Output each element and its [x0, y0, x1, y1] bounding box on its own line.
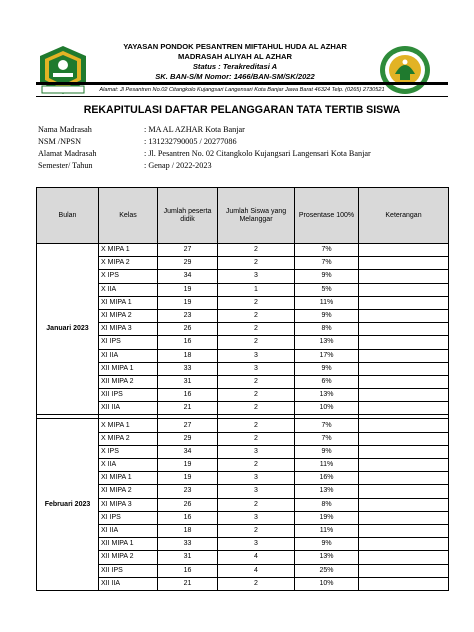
info-value: : Genap / 2022-2023	[144, 161, 212, 170]
table-row	[37, 577, 449, 590]
notes-cell	[359, 362, 449, 375]
info-label: Nama Madrasah	[38, 125, 92, 134]
class-cell: X MIPA 2	[99, 432, 158, 445]
percentage-cell: 10%	[295, 402, 359, 415]
class-cell: XI IPS	[99, 511, 158, 524]
percentage-cell: 7%	[295, 432, 359, 445]
class-cell: XII MIPA 2	[99, 551, 158, 564]
notes-cell	[359, 577, 449, 590]
percentage-cell: 9%	[295, 538, 359, 551]
class-cell: XI MIPA 3	[99, 323, 158, 336]
table-row	[37, 485, 449, 498]
student-count-cell: 34	[158, 270, 218, 283]
notes-cell	[359, 485, 449, 498]
violator-count-cell: 3	[218, 270, 295, 283]
student-count-cell: 21	[158, 402, 218, 415]
class-cell: X IPS	[99, 270, 158, 283]
document-title: REKAPITULASI DAFTAR PELANGGARAN TATA TERTIB SISWA	[83, 104, 401, 116]
notes-cell	[359, 375, 449, 388]
student-count-cell: 19	[158, 283, 218, 296]
violator-count-cell: 2	[218, 244, 295, 257]
student-count-cell: 29	[158, 257, 218, 270]
percentage-cell: 9%	[295, 362, 359, 375]
student-count-cell: 31	[158, 375, 218, 388]
percentage-cell: 19%	[295, 511, 359, 524]
class-cell: X IIA	[99, 459, 158, 472]
violator-count-cell: 2	[218, 323, 295, 336]
notes-cell	[359, 524, 449, 537]
info-row	[38, 148, 448, 160]
school-info-block	[38, 124, 448, 172]
student-count-cell: 33	[158, 362, 218, 375]
table-header-row	[37, 188, 449, 244]
notes-cell	[359, 270, 449, 283]
table-row	[37, 432, 449, 445]
percentage-cell: 7%	[295, 419, 359, 432]
table-row	[37, 309, 449, 322]
violator-count-cell: 3	[218, 485, 295, 498]
student-count-cell: 16	[158, 389, 218, 402]
class-cell: X MIPA 1	[99, 419, 158, 432]
violator-count-cell: 2	[218, 389, 295, 402]
table-row	[37, 511, 449, 524]
info-row	[38, 124, 448, 136]
table-row	[37, 498, 449, 511]
percentage-cell: 25%	[295, 564, 359, 577]
percentage-cell: 11%	[295, 524, 359, 537]
violator-count-cell: 2	[218, 577, 295, 590]
table-row	[37, 419, 449, 432]
student-count-cell: 18	[158, 349, 218, 362]
student-count-cell: 27	[158, 419, 218, 432]
student-count-cell: 16	[158, 336, 218, 349]
violator-count-cell: 1	[218, 283, 295, 296]
notes-cell	[359, 389, 449, 402]
class-cell: XII IIA	[99, 577, 158, 590]
percentage-cell: 11%	[295, 296, 359, 309]
table-row	[37, 402, 449, 415]
info-value: : Jl. Pesantren No. 02 Citangkolo Kujangsari Langensari Kota Banjar	[144, 149, 371, 158]
violator-count-cell: 3	[218, 511, 295, 524]
table-row	[37, 375, 449, 388]
notes-cell	[359, 419, 449, 432]
table-row	[37, 389, 449, 402]
table-row	[37, 296, 449, 309]
class-cell: XI MIPA 2	[99, 485, 158, 498]
percentage-cell: 9%	[295, 445, 359, 458]
info-value: : MA AL AZHAR Kota Banjar	[144, 125, 245, 134]
table-row	[37, 362, 449, 375]
school-name: MADRASAH ALIYAH AL AZHAR	[178, 52, 292, 61]
class-cell: XII MIPA 1	[99, 362, 158, 375]
info-label: Semester/ Tahun	[38, 161, 93, 170]
percentage-cell: 9%	[295, 270, 359, 283]
percentage-cell: 17%	[295, 349, 359, 362]
info-row	[38, 160, 448, 172]
student-count-cell: 31	[158, 551, 218, 564]
notes-cell	[359, 296, 449, 309]
notes-cell	[359, 472, 449, 485]
accreditation-decree: SK. BAN-S/M Nomor: 1466/BAN-SM/SK/2022	[155, 72, 315, 81]
percentage-cell: 9%	[295, 309, 359, 322]
student-count-cell: 29	[158, 432, 218, 445]
table-row	[37, 323, 449, 336]
violator-count-cell: 2	[218, 459, 295, 472]
percentage-cell: 13%	[295, 336, 359, 349]
student-count-cell: 23	[158, 309, 218, 322]
class-cell: XII IPS	[99, 564, 158, 577]
column-header-month: Bulan	[37, 188, 99, 244]
notes-cell	[359, 309, 449, 322]
violator-count-cell: 2	[218, 309, 295, 322]
notes-cell	[359, 538, 449, 551]
table-row	[37, 524, 449, 537]
violator-count-cell: 3	[218, 538, 295, 551]
notes-cell	[359, 283, 449, 296]
notes-cell	[359, 511, 449, 524]
table-row	[37, 472, 449, 485]
notes-cell	[359, 459, 449, 472]
table-row	[37, 551, 449, 564]
student-count-cell: 23	[158, 485, 218, 498]
table-row	[37, 459, 449, 472]
violator-count-cell: 2	[218, 419, 295, 432]
percentage-cell: 7%	[295, 257, 359, 270]
column-header-student-count: Jumlah peserta didik	[158, 188, 218, 244]
info-label: NSM /NPSN	[38, 137, 82, 146]
violator-count-cell: 2	[218, 402, 295, 415]
table-row	[37, 564, 449, 577]
class-cell: XI MIPA 1	[99, 472, 158, 485]
class-cell: XII IIA	[99, 402, 158, 415]
notes-cell	[359, 432, 449, 445]
notes-cell	[359, 349, 449, 362]
violation-recap-table-container	[36, 187, 448, 591]
violator-count-cell: 3	[218, 445, 295, 458]
class-cell: X IIA	[99, 283, 158, 296]
percentage-cell: 16%	[295, 472, 359, 485]
info-value: : 131232790005 / 20277086	[144, 137, 237, 146]
student-count-cell: 26	[158, 323, 218, 336]
student-count-cell: 18	[158, 524, 218, 537]
notes-cell	[359, 445, 449, 458]
percentage-cell: 13%	[295, 485, 359, 498]
student-count-cell: 34	[158, 445, 218, 458]
foundation-name: YAYASAN PONDOK PESANTREN MIFTAHUL HUDA AL AZHAR	[123, 42, 347, 51]
column-header-class: Kelas	[99, 188, 158, 244]
table-row	[37, 257, 449, 270]
month-cell: Februari 2023	[37, 419, 99, 590]
info-label: Alamat Madrasah	[38, 149, 97, 158]
student-count-cell: 16	[158, 564, 218, 577]
notes-cell	[359, 402, 449, 415]
table-row	[37, 244, 449, 257]
violator-count-cell: 2	[218, 498, 295, 511]
class-cell: XII MIPA 2	[99, 375, 158, 388]
percentage-cell: 13%	[295, 389, 359, 402]
class-cell: XII IPS	[99, 389, 158, 402]
notes-cell	[359, 336, 449, 349]
table-row	[37, 349, 449, 362]
violation-recap-table	[36, 187, 449, 591]
student-count-cell: 26	[158, 498, 218, 511]
percentage-cell: 7%	[295, 244, 359, 257]
table-row	[37, 538, 449, 551]
accreditation-status: Status : Terakreditasi A	[192, 62, 278, 71]
table-row	[37, 270, 449, 283]
class-cell: XI IPS	[99, 336, 158, 349]
notes-cell	[359, 244, 449, 257]
student-count-cell: 33	[158, 538, 218, 551]
column-header-notes: Keterangan	[359, 188, 449, 244]
violator-count-cell: 2	[218, 336, 295, 349]
violator-count-cell: 3	[218, 349, 295, 362]
notes-cell	[359, 551, 449, 564]
class-cell: X IPS	[99, 445, 158, 458]
table-row	[37, 336, 449, 349]
violator-count-cell: 3	[218, 362, 295, 375]
violator-count-cell: 3	[218, 472, 295, 485]
violator-count-cell: 2	[218, 524, 295, 537]
percentage-cell: 5%	[295, 283, 359, 296]
class-cell: XI IIA	[99, 349, 158, 362]
notes-cell	[359, 257, 449, 270]
table-body	[37, 244, 449, 591]
class-cell: XI MIPA 1	[99, 296, 158, 309]
class-cell: XI MIPA 2	[99, 309, 158, 322]
violator-count-cell: 4	[218, 551, 295, 564]
violator-count-cell: 2	[218, 257, 295, 270]
student-count-cell: 19	[158, 472, 218, 485]
class-cell: XI MIPA 3	[99, 498, 158, 511]
column-header-percentage: Prosentase 100%	[295, 188, 359, 244]
class-cell: X MIPA 2	[99, 257, 158, 270]
percentage-cell: 8%	[295, 498, 359, 511]
student-count-cell: 27	[158, 244, 218, 257]
letterhead-rule-thin	[36, 96, 448, 97]
student-count-cell: 21	[158, 577, 218, 590]
notes-cell	[359, 498, 449, 511]
percentage-cell: 10%	[295, 577, 359, 590]
student-count-cell: 19	[158, 296, 218, 309]
percentage-cell: 11%	[295, 459, 359, 472]
month-cell: Januari 2023	[37, 244, 99, 415]
info-row	[38, 136, 448, 148]
percentage-cell: 6%	[295, 375, 359, 388]
violator-count-cell: 2	[218, 296, 295, 309]
notes-cell	[359, 564, 449, 577]
class-cell: XI IIA	[99, 524, 158, 537]
class-cell: X MIPA 1	[99, 244, 158, 257]
notes-cell	[359, 323, 449, 336]
violator-count-cell: 2	[218, 432, 295, 445]
table-row	[37, 283, 449, 296]
class-cell: XII MIPA 1	[99, 538, 158, 551]
violator-count-cell: 4	[218, 564, 295, 577]
column-header-violator-count: Jumlah Siswa yang Melanggar	[218, 188, 295, 244]
percentage-cell: 8%	[295, 323, 359, 336]
student-count-cell: 19	[158, 459, 218, 472]
percentage-cell: 13%	[295, 551, 359, 564]
violator-count-cell: 2	[218, 375, 295, 388]
table-row	[37, 445, 449, 458]
school-address: Alamat: Jl Pesantren No.02 Citangkolo Kujangsari Langensari Kota Banjar Jawa Barat 46324 Telp. (0265) 2730521	[99, 87, 385, 93]
student-count-cell: 16	[158, 511, 218, 524]
